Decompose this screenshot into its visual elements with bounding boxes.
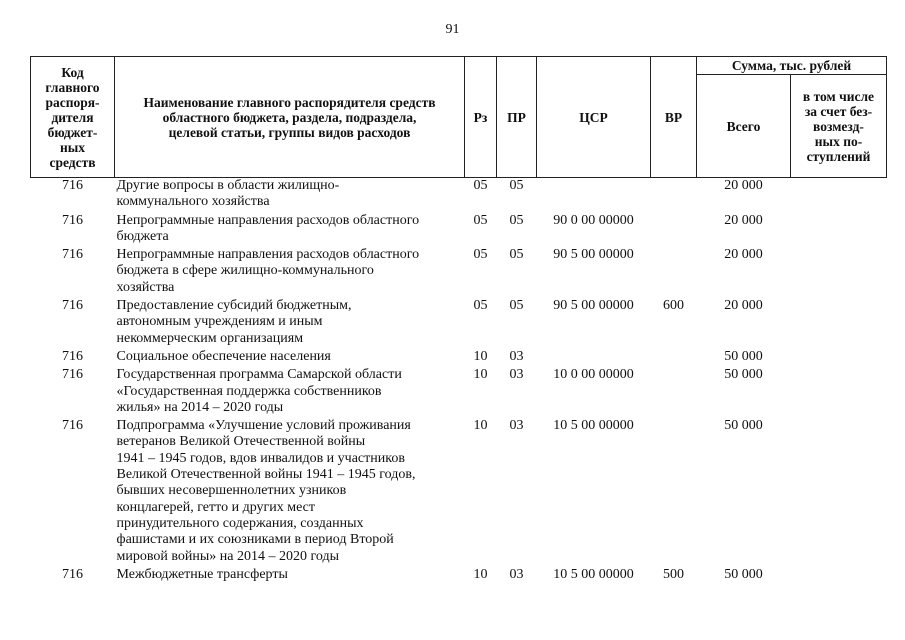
cell-code: 716	[62, 348, 83, 364]
cell-pr: 03	[509, 418, 524, 434]
cell-grants	[791, 298, 887, 349]
header-grants: в том числе за счет без- возмезд- ных по- ступлений	[791, 75, 887, 178]
cell-rz: 05	[473, 178, 488, 193]
cell-vr	[651, 247, 697, 298]
cell-total: 50 000	[724, 367, 763, 383]
cell-csr: 90 5 00 00000	[553, 247, 634, 263]
cell-total: 20 000	[724, 212, 763, 228]
cell-code: 716	[62, 212, 83, 228]
table-row	[31, 367, 887, 418]
cell-total: 20 000	[724, 298, 763, 314]
cell-pr: 03	[509, 566, 524, 582]
header-rz: Рз	[465, 57, 497, 178]
cell-name: Непрограммные направления расходов областного бюджета в сфере жилищно-коммунального хозяйства	[116, 247, 420, 295]
cell-code: 716	[62, 566, 83, 582]
cell-grants	[791, 213, 887, 248]
cell-vr	[651, 178, 697, 213]
cell-csr: 90 0 00 00000	[553, 212, 634, 228]
cell-code: 716	[62, 367, 83, 383]
table-row	[31, 178, 887, 213]
cell-csr: 10 5 00 00000	[553, 418, 634, 434]
budget-table	[30, 56, 887, 585]
table-row	[31, 418, 887, 567]
cell-vr: 500	[663, 566, 684, 582]
cell-csr: 10 0 00 00000	[553, 367, 634, 383]
cell-pr: 05	[509, 212, 524, 228]
cell-name: Государственная программа Самарской области «Государственная поддержка собственников жилья» на 2014 – 2020 годы	[116, 367, 402, 415]
cell-grants	[791, 418, 887, 567]
cell-code: 716	[62, 178, 83, 193]
cell-pr: 03	[509, 367, 524, 383]
cell-grants	[791, 247, 887, 298]
cell-grants	[791, 349, 887, 367]
cell-rz: 10	[473, 367, 488, 383]
cell-total: 20 000	[724, 247, 763, 263]
table-row	[31, 567, 887, 585]
cell-total: 20 000	[724, 178, 763, 193]
cell-vr	[651, 367, 697, 418]
cell-name: Предоставление субсидий бюджетным, автономным учреждениям и иным некоммерческим организациям	[116, 298, 352, 346]
cell-name: Другие вопросы в области жилищно- коммунального хозяйства	[116, 178, 340, 210]
page-number: 91	[445, 22, 460, 37]
cell-name: Непрограммные направления расходов областного бюджета	[116, 212, 420, 244]
cell-grants	[791, 178, 887, 213]
cell-rz: 10	[473, 566, 488, 582]
cell-csr	[537, 349, 651, 367]
cell-pr: 05	[509, 247, 524, 263]
header-total: Всего	[697, 75, 791, 178]
cell-vr: 600	[663, 298, 684, 314]
cell-csr: 90 5 00 00000	[553, 298, 634, 314]
cell-rz: 10	[473, 418, 488, 434]
cell-csr	[537, 178, 651, 213]
cell-csr: 10 5 00 00000	[553, 566, 634, 582]
table-header	[31, 57, 887, 178]
table-row	[31, 247, 887, 298]
table-row	[31, 213, 887, 248]
cell-rz: 05	[473, 212, 488, 228]
cell-rz: 10	[473, 348, 488, 364]
cell-total: 50 000	[724, 566, 763, 582]
cell-pr: 05	[509, 178, 524, 193]
cell-name: Подпрограмма «Улучшение условий проживания ветеранов Великой Отечественной войны 1941 – 1945 годов, вдов инвалидов и участников Великой Отечественной войны 1941 – 1945 годов, бывших несовершеннолетних узников концлагерей, гетто и других мест принудительного содержания, созданных фашистами и их союзниками в период Второй мировой войны» на 2014 – 2020 годы	[116, 418, 416, 564]
cell-name: Социальное обеспечение населения	[116, 348, 331, 364]
cell-vr	[651, 418, 697, 567]
cell-grants	[791, 567, 887, 585]
cell-name: Межбюджетные трансферты	[116, 566, 288, 582]
header-csr: ЦСР	[537, 57, 651, 178]
table-row	[31, 298, 887, 349]
cell-total: 50 000	[724, 418, 763, 434]
cell-code: 716	[62, 298, 83, 314]
cell-rz: 05	[473, 298, 488, 314]
header-pr: ПР	[497, 57, 537, 178]
cell-grants	[791, 367, 887, 418]
cell-pr: 03	[509, 348, 524, 364]
header-vr: ВР	[651, 57, 697, 178]
header-name: Наименование главного распорядителя средств областного бюджета, раздела, подраздела, целевой статьи, группы видов расходов	[115, 57, 465, 178]
header-code: Код главного распоря- дителя бюджет- ных средств	[31, 57, 115, 178]
cell-code: 716	[62, 418, 83, 434]
header-sum: Сумма, тыс. рублей	[697, 57, 887, 75]
cell-vr	[651, 349, 697, 367]
cell-vr	[651, 213, 697, 248]
cell-code: 716	[62, 247, 83, 263]
cell-pr: 05	[509, 298, 524, 314]
table-row	[31, 349, 887, 367]
cell-total: 50 000	[724, 348, 763, 364]
table-body	[31, 178, 887, 586]
cell-rz: 05	[473, 247, 488, 263]
